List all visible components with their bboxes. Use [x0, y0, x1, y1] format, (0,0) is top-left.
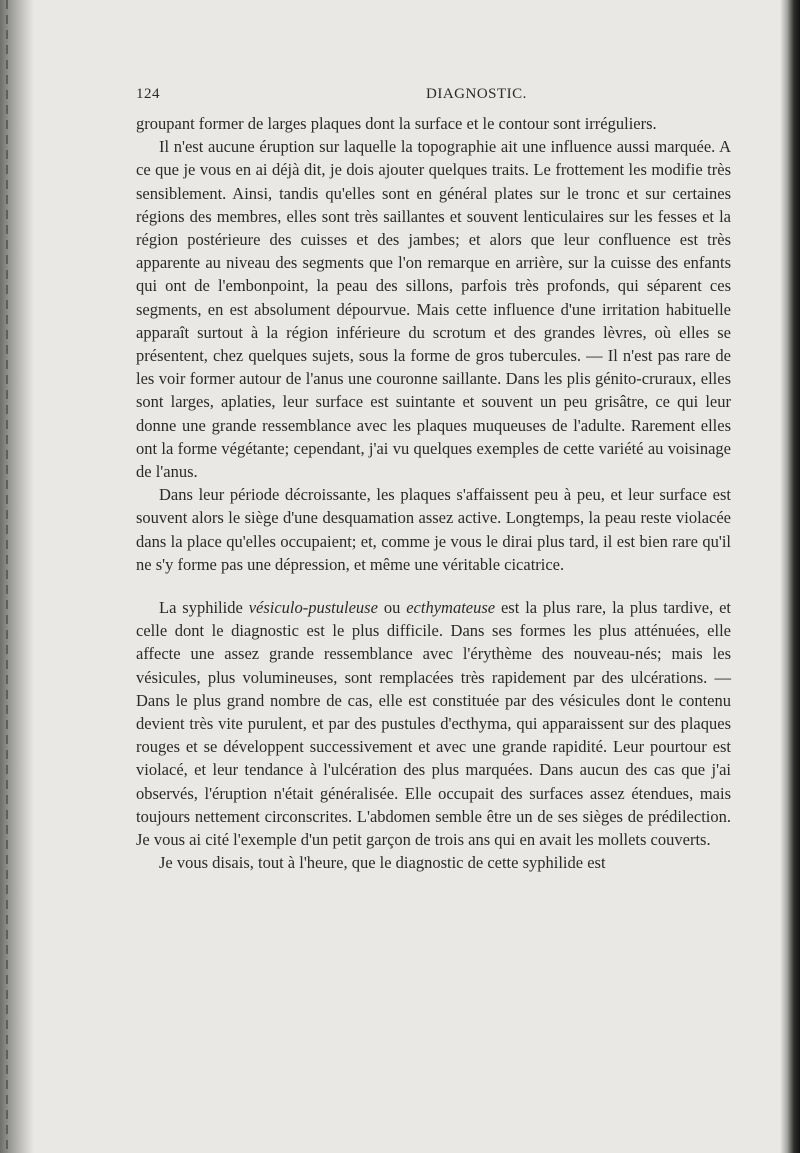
paragraph-body-text: est la plus rare, la plus tardive, et celle dont le diagnostic est le plus difficile. Dans ses formes les plus atténuées, elle affecte une assez grande ressemblance avec l'érythème des nouveau-nés; mais les vésicules, plus volumineuses, sont remplacées très rapidement par des ulcérations. — Dans le plus grand nombre de cas, elle est constituée par des vésicules dont le contenu devient très vite purulent, et par des pustules d'ecthyma, qui apparaissent sur des plaques rouges et se développent successivement et avec une grande rapidité. Leur pourtour est violacé, et leur tendance à l'ulcération des plus marquées. Dans aucun des cas que j'ai observés, l'éruption n'était généralisée. Elle occupait des surfaces assez étendues, mais toujours nettement circonscrites. L'abdomen semble être un de ses sièges de prédilection. Je vous ai cité l'exemple d'un petit garçon de trois ans qui en avait les mollets couverts. [136, 598, 732, 850]
book-page [136, 86, 731, 875]
paragraph-vesiculo-pustular [136, 596, 731, 851]
paragraph-topography: Il n'est aucune éruption sur laquelle la topographie ait une influence aussi marquée. A ce que je vous en ai déjà dit, je dois ajouter quelques traits. Le frottement les modifie très sensiblement. Ainsi, tandis qu'elles sont en général plates sur le tronc et sur certaines régions des membres, elles sont très saillantes et souvent lenticulaires sur les fesses et la région postérieure des cuisses et des jambes; et alors que leur confluence est très apparente au niveau des segments que l'on remarque en arrière, sur la cuisse des enfants qui ont de l'embonpoint, la peau des sillons, parfois très profonds, qui séparent ces segments, en est absolument dépourvue. Mais cette influence d'une irritation habituelle apparaît surtout à la région inférieure du scrotum et des grandes lèvres, où elles se présentent, chez quelques sujets, sous la forme de gros tubercules. — Il n'est pas rare de les voir former autour de l'anus une couronne saillante. Dans les plis génito-cruraux, elles sont larges, aplaties, leur surface est suintante et souvent un peu grisâtre, ce qui leur donne une grande ressemblance avec les plaques muqueuses de l'adulte. Rarement elles ont la forme végétante; cependant, j'ai vu quelques exemples de cette variété au voisinage de l'anus. [136, 137, 731, 482]
paragraph-diagnostic: Je vous disais, tout à l'heure, que le diagnostic de cette syphilide est [159, 853, 606, 873]
paragraph-lead-text: La syphilide [159, 598, 249, 618]
book-gutter-shadow [0, 0, 34, 1153]
body-text [136, 112, 731, 875]
term-ecthymateuse: ecthymateuse [406, 598, 496, 618]
term-vesiculo-pustuleuse: vésiculo-pustuleuse [248, 598, 378, 618]
paragraph-decline: Dans leur période décroissante, les plaques s'affaissent peu à peu, et leur surface est souvent alors le siège d'une desquamation assez active. Longtemps, la peau reste violacée dans la place qu'elles occupaient; et, comme je vous le dirai plus tard, il est bien rare qu'il ne s'y forme pas une dépression, et même une véritable cicatrice. [136, 485, 731, 574]
paragraph-connector-text: ou [377, 598, 407, 618]
paragraph-continuation: groupant former de larges plaques dont la surface et le contour sont irréguliers. [136, 114, 657, 133]
page-number: 124 [136, 86, 160, 102]
page-header [136, 86, 731, 108]
page-edge-shadow [780, 0, 800, 1153]
running-head: DIAGNOSTIC. [426, 86, 527, 102]
